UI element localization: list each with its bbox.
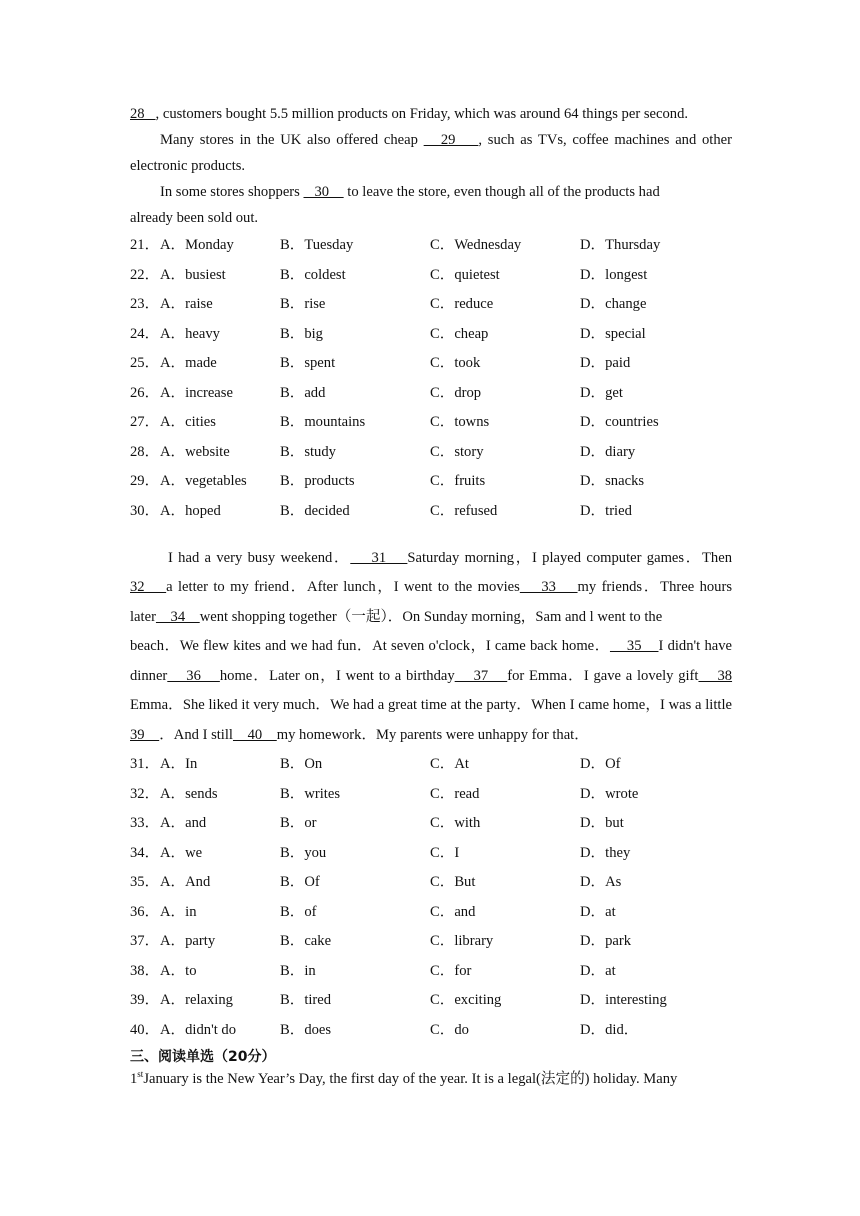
option-d: D．snacks bbox=[580, 473, 645, 489]
blank-34: 34 bbox=[155, 609, 200, 625]
option-a: A．increase bbox=[160, 385, 233, 401]
option-a: A．website bbox=[160, 444, 230, 460]
option-b: B．in bbox=[280, 963, 316, 979]
blank-29: 29 bbox=[423, 132, 479, 148]
option-b: B．tired bbox=[280, 992, 332, 1008]
blank-35: 35 bbox=[609, 638, 659, 654]
option-b: B．writes bbox=[280, 786, 340, 802]
option-b: B．decided bbox=[280, 503, 350, 519]
blank-33: 33 bbox=[519, 579, 578, 595]
question-row: 39． A．relaxing B．tired C．exciting D．interesting bbox=[130, 992, 667, 1008]
option-c: C．Wednesday bbox=[430, 237, 522, 253]
option-b: B．rise bbox=[280, 296, 326, 312]
option-d: D．wrote bbox=[580, 786, 639, 802]
option-a: A．hoped bbox=[160, 503, 221, 519]
option-c: C．do bbox=[430, 1022, 469, 1038]
option-c: C．I bbox=[430, 845, 460, 861]
option-b: B．products bbox=[280, 473, 355, 489]
passage2-line-1: I had a very busy weekend． 31 Saturday morning，I played computer games．Then bbox=[168, 550, 732, 566]
option-d: D．at bbox=[580, 904, 616, 920]
option-b: B．On bbox=[280, 756, 323, 772]
option-a: A．party bbox=[160, 933, 216, 949]
option-b: B．coldest bbox=[280, 267, 346, 283]
question-row: 22． A．busiest B．coldest C．quietest D．longest bbox=[130, 267, 648, 283]
option-c: C．reduce bbox=[430, 296, 494, 312]
option-c: C．with bbox=[430, 815, 481, 831]
option-a: A．sends bbox=[160, 786, 218, 802]
option-c: C．At bbox=[430, 756, 469, 772]
option-d: D．Of bbox=[580, 756, 621, 772]
option-b: B．Tuesday bbox=[280, 237, 354, 253]
option-d: D．diary bbox=[580, 444, 636, 460]
section3-line-1: 1stJanuary is the New Year’s Day, the first day of the year. It is a legal(法定的) holiday. Many bbox=[130, 1069, 678, 1087]
blank-40: 40 bbox=[232, 727, 277, 743]
blank-32: 32 bbox=[130, 579, 167, 595]
option-a: A．raise bbox=[160, 296, 213, 312]
passage2-line-3: later 34 went shopping together（一起）．On Sunday morning，Sam and l went to the bbox=[130, 609, 663, 625]
option-b: B．does bbox=[280, 1022, 332, 1038]
option-a: A．to bbox=[160, 963, 197, 979]
option-d: D．park bbox=[580, 933, 632, 949]
option-b: B．cake bbox=[280, 933, 332, 949]
option-a: A．Monday bbox=[160, 237, 234, 253]
question-row: 27． A．cities B．mountains C．towns D．countries bbox=[130, 414, 659, 430]
section-heading: 三、阅读单选（20分） bbox=[130, 1049, 276, 1065]
question-row: 26． A．increase B．add C．drop D．get bbox=[130, 385, 623, 401]
passage1-line-2: Many stores in the UK also offered cheap 29 , such as TVs, coffee machines and other bbox=[160, 132, 732, 148]
option-c: C．cheap bbox=[430, 326, 489, 342]
option-d: D．countries bbox=[580, 414, 659, 430]
option-d: D．paid bbox=[580, 355, 631, 371]
passage1-line-3: electronic products. bbox=[130, 158, 246, 174]
question-row: 21． A．Monday B．Tuesday C．Wednesday D．Thursday bbox=[130, 237, 661, 253]
option-b: B．big bbox=[280, 326, 323, 342]
option-a: A．In bbox=[160, 756, 198, 772]
passage2-line-5: dinner 36 home．Later on，I went to a birthday 37 for Emma．I gave a lovely gift 38 bbox=[130, 668, 733, 684]
question-row: 38． A．to B．in C．for D．at bbox=[130, 963, 616, 979]
option-a: A．And bbox=[160, 874, 211, 890]
question-row: 23． A．raise B．rise C．reduce D．change bbox=[130, 296, 647, 312]
option-b: B．spent bbox=[280, 355, 336, 371]
passage1-line-5: already been sold out. bbox=[130, 210, 259, 226]
option-b: B．study bbox=[280, 444, 336, 460]
option-a: A．didn't do bbox=[160, 1022, 237, 1038]
option-a: A．heavy bbox=[160, 326, 220, 342]
option-c: C．fruits bbox=[430, 473, 486, 489]
question-row: 29． A．vegetables B．products C．fruits D．snacks bbox=[130, 473, 645, 489]
option-a: A．vegetables bbox=[160, 473, 247, 489]
passage1-line-1: 28 , customers bought 5.5 million products on Friday, which was around 64 things per second. bbox=[130, 106, 689, 122]
option-b: B．mountains bbox=[280, 414, 366, 430]
option-c: C．read bbox=[430, 786, 480, 802]
blank-38: 38 bbox=[698, 668, 733, 684]
option-d: D．did． bbox=[580, 1022, 639, 1038]
option-c: C．drop bbox=[430, 385, 482, 401]
blank-39: 39 bbox=[130, 727, 160, 743]
blank-36: 36 bbox=[167, 668, 220, 684]
passage2-line-7: 39 ．And I still 40 my homework．My parents were unhappy for that． bbox=[130, 727, 589, 743]
option-c: C．quietest bbox=[430, 267, 500, 283]
option-c: C．for bbox=[430, 963, 472, 979]
option-d: D．special bbox=[580, 326, 646, 342]
question-row: 31． A．In B．On C．At D．Of bbox=[130, 756, 621, 772]
passage2-line-4: beach．We flew kites and we had fun．At seven o'clock，I came back home． 35 I didn't have bbox=[130, 638, 733, 654]
option-b: B．you bbox=[280, 845, 327, 861]
passage1-line-4: In some stores shoppers 30 to leave the store, even though all of the products had bbox=[160, 184, 660, 200]
option-d: D．tried bbox=[580, 503, 632, 519]
question-row: 24． A．heavy B．big C．cheap D．special bbox=[130, 326, 646, 342]
option-a: A．busiest bbox=[160, 267, 226, 283]
option-a: A．cities bbox=[160, 414, 216, 430]
option-c: C．towns bbox=[430, 414, 490, 430]
question-row: 33． A．and B．or C．with D．but bbox=[130, 815, 624, 831]
option-d: D．Thursday bbox=[580, 237, 661, 253]
question-row: 40． A．didn't do B．does C．do D．did． bbox=[130, 1022, 639, 1038]
question-row: 28． A．website B．study C．story D．diary bbox=[130, 444, 636, 460]
option-a: A．made bbox=[160, 355, 217, 371]
option-d: D．they bbox=[580, 845, 631, 861]
option-a: A．we bbox=[160, 845, 203, 861]
passage2-line-6: Emma．She liked it very much．We had a great time at the party．When I came home，I was a little bbox=[130, 697, 732, 713]
option-b: B．or bbox=[280, 815, 317, 831]
option-d: D．at bbox=[580, 963, 616, 979]
option-a: A．and bbox=[160, 815, 207, 831]
option-b: B．of bbox=[280, 904, 317, 920]
option-c: C．library bbox=[430, 933, 494, 949]
blank-28: 28 bbox=[130, 106, 156, 122]
option-c: C．story bbox=[430, 444, 484, 460]
option-d: D．get bbox=[580, 385, 623, 401]
option-a: A．relaxing bbox=[160, 992, 233, 1008]
option-b: B．Of bbox=[280, 874, 320, 890]
option-d: D．interesting bbox=[580, 992, 667, 1008]
blank-37: 37 bbox=[454, 668, 508, 684]
option-d: D．change bbox=[580, 296, 647, 312]
option-d: D．but bbox=[580, 815, 624, 831]
option-c: C．took bbox=[430, 355, 481, 371]
question-row: 25． A．made B．spent C．took D．paid bbox=[130, 355, 631, 371]
question-row: 34． A．we B．you C．I D．they bbox=[130, 845, 631, 861]
blank-31: 31 bbox=[350, 550, 408, 566]
blank-30: 30 bbox=[303, 184, 344, 200]
option-d: D．As bbox=[580, 874, 622, 890]
option-b: B．add bbox=[280, 385, 326, 401]
passage2-line-2: 32 a letter to my friend．After lunch，I went to the movies 33 my friends．Three hours bbox=[130, 579, 733, 595]
question-row: 32． A．sends B．writes C．read D．wrote bbox=[130, 786, 639, 802]
option-a: A．in bbox=[160, 904, 197, 920]
option-d: D．longest bbox=[580, 267, 648, 283]
question-row: 30． A．hoped B．decided C．refused D．tried bbox=[130, 503, 632, 519]
option-c: C．refused bbox=[430, 503, 498, 519]
question-row: 35． A．And B．Of C．But D．As bbox=[130, 874, 622, 890]
option-c: C．But bbox=[430, 874, 476, 890]
question-row: 37． A．party B．cake C．library D．park bbox=[130, 933, 632, 949]
option-c: C．and bbox=[430, 904, 476, 920]
option-c: C．exciting bbox=[430, 992, 502, 1008]
question-row: 36． A．in B．of C．and D．at bbox=[130, 904, 616, 920]
